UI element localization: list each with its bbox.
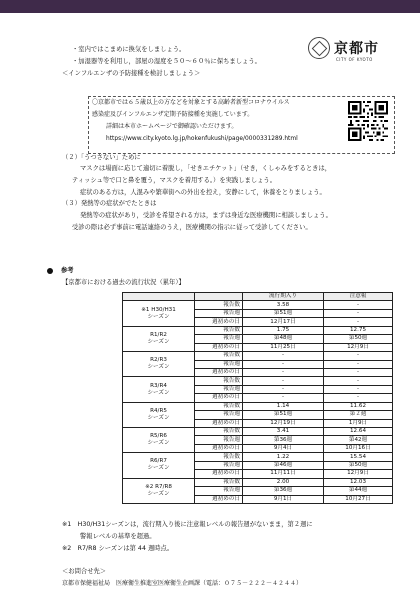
reference-heading: 参考 [61,267,74,274]
advisory-cell: 12月9日 [324,470,393,478]
row-label-cell: 週初めの日 [195,368,243,376]
advisory-cell: 12月9日 [324,343,393,351]
vaccine-line-1: 〇京都市では６５歳以上の方などを対象とする高齢者新型コロナウイルス [92,99,290,106]
table-row [123,428,393,436]
city-emblem-icon [308,37,330,59]
advisory-cell: - [324,352,393,360]
epidemic-start-cell: - [243,377,324,385]
row-label-cell: 報告週 [195,360,243,368]
row-label-cell: 報告数 [195,377,243,385]
row-label-cell: 週初めの日 [195,394,243,402]
epidemic-start-cell: 9月4日 [243,444,324,452]
advisory-cell: - [324,360,393,368]
season-name-cell [123,453,195,478]
section2-line-1: マスクは場面に応じて適切に着脱し，「せきエチケット」（せき，くしゃみをするときは， [80,165,332,172]
table-row [123,377,393,385]
section2-line-2: ティッシュ等で口と鼻を覆う，マスクを着用する。）を実践しましょう。 [72,177,277,184]
epidemic-start-cell: 第48週 [243,335,324,343]
advisory-cell: 11.62 [324,402,393,410]
season-name-line: シーズン [147,338,170,345]
row-label-cell: 報告数 [195,326,243,334]
table-row [123,478,393,486]
advisory-cell: 12.64 [324,428,393,436]
row-label-cell: 報告週 [195,461,243,469]
row-label-cell: 報告週 [195,436,243,444]
section3-line-1: 発熱等の症状があり，受診を希望される方は，まずは身近な医療機関に相談しましょう。 [80,212,332,219]
note-1-line-1: ※1 H30/H31シーズンは，流行期入り後に注意報レベルの報告週がないまま，第２週に [62,521,313,528]
advisory-cell: 1月9日 [324,419,393,427]
epidemic-start-cell: 第46週 [243,461,324,469]
row-label-cell: 週初めの日 [195,495,243,503]
advisory-cell: - [324,394,393,402]
epidemic-start-cell: 1.75 [243,326,324,334]
row-label-cell: 週初めの日 [195,444,243,452]
vaccine-line-2: 感染症及びインフルエンザ定期予防接種を実施しています。 [92,111,254,118]
bullet-icon [47,268,53,274]
season-name-line: シーズン [147,440,170,447]
row-label-cell: 報告数 [195,478,243,486]
epidemic-start-cell: 9月1日 [243,495,324,503]
advisory-cell: - [324,309,393,317]
table-header-blank [123,293,195,301]
season-name-line: シーズン [147,313,170,320]
intro-line-1: ・室内ではこまめに換気をしましょう。 [72,46,186,53]
epidemic-start-cell: - [243,368,324,376]
season-name-cell [123,301,195,326]
row-label-cell: 報告数 [195,301,243,309]
season-name-cell [123,326,195,351]
row-label-cell: 報告数 [195,352,243,360]
epidemic-start-cell: 2.00 [243,478,324,486]
epidemic-start-cell: - [243,394,324,402]
row-label-cell: 報告週 [195,411,243,419]
table-row [123,326,393,334]
epidemic-start-cell: 第36週 [243,436,324,444]
intro-line-2: ・加湿器等を利用し，部屋の湿度を５０～６０％に保ちましょう。 [72,58,261,65]
table-row [123,453,393,461]
row-label-cell: 報告週 [195,335,243,343]
contact-heading: ＜お問合せ先＞ [62,568,107,575]
section3-line-2: 受診の際は必ず事前に電話連絡のうえ，医療機関の指示に従って受診してください。 [72,224,312,231]
table-header-blank [195,293,243,301]
row-label-cell: 週初めの日 [195,470,243,478]
epidemic-start-cell: 第51週 [243,309,324,317]
vaccine-line-3: 詳細は本市ホームページで御確認いただけます。 [106,123,238,130]
season-name-line: シーズン [147,389,170,396]
season-name-line: シーズン [147,490,170,497]
row-label-cell: 報告数 [195,428,243,436]
vaccine-url-link[interactable]: https://www.city.kyoto.lg.jp/hokenfukushi/page/0000331289.html [106,136,298,142]
epidemic-start-cell: 11月25日 [243,343,324,351]
epidemic-start-cell: 12月17日 [243,318,324,326]
advisory-cell: 第44週 [324,487,393,495]
advisory-cell: 10月27日 [324,495,393,503]
season-name-line: R6/R7 [150,458,167,465]
row-label-cell: 報告数 [195,402,243,410]
epidemic-start-cell: - [243,360,324,368]
season-name-cell [123,402,195,427]
epidemic-start-cell: 12月19日 [243,419,324,427]
advisory-cell: - [324,368,393,376]
section2-line-3: 症状のある方は，人混みや繁華街への外出を控え，安静にして，休養をとりましょう。 [80,189,326,196]
section2-heading: （２）「うつさない」ために [62,154,141,161]
advisory-cell: 第２週 [324,411,393,419]
season-name-line: シーズン [147,414,170,421]
kyoto-city-logo [308,37,416,77]
table-row [123,352,393,360]
advisory-cell: 第42週 [324,436,393,444]
advisory-cell: 第50週 [324,335,393,343]
advisory-cell: - [324,385,393,393]
epidemic-start-cell: 1.22 [243,453,324,461]
season-name-line: R5/R6 [150,433,167,440]
epidemic-start-cell: 11月11日 [243,470,324,478]
note-2: ※2 R7/R8 シーズンは第 44 週時点。 [62,545,174,552]
season-name-line: R3/R4 [150,382,167,389]
table-title: 【京都市における過去の流行状況（累年）】 [62,279,185,286]
advisory-cell: 第50週 [324,461,393,469]
season-name-cell [123,478,195,503]
row-label-cell: 週初めの日 [195,419,243,427]
row-label-cell: 報告週 [195,385,243,393]
season-name-line: ※1 H30/H31 [141,306,176,313]
advisory-cell: 10月16日 [324,444,393,452]
row-label-cell: 週初めの日 [195,343,243,351]
epidemic-start-cell: 1.14 [243,402,324,410]
section3-heading: （３）発熱等の症状がでたときは [62,200,157,207]
advisory-cell: 12.75 [324,326,393,334]
flu-season-table [122,292,393,504]
epidemic-start-cell: - [243,385,324,393]
col-header-advisory: 注意報 [324,293,393,301]
row-label-cell: 週初めの日 [195,318,243,326]
epidemic-start-cell: 第51週 [243,411,324,419]
epidemic-start-cell: - [243,352,324,360]
season-name-cell [123,352,195,377]
season-name-line: R4/R5 [150,407,167,414]
row-label-cell: 報告週 [195,487,243,495]
season-name-line: シーズン [147,364,170,371]
season-name-line: R1/R2 [150,331,167,338]
document-page [0,13,420,594]
row-label-cell: 報告数 [195,453,243,461]
advisory-cell: 12.03 [324,478,393,486]
contact-line: 京都市保健福祉局 医療衛生推進室医療衛生企画課（電話：０７５－２２２－４２４４） [62,580,303,587]
logo-subtext: CITY OF KYOTO [336,57,373,62]
season-name-line: R2/R3 [150,357,167,364]
top-banner [0,0,420,13]
note-1-line-2: 警報レベルの基準を超過。 [80,533,156,540]
row-label-cell: 報告週 [195,309,243,317]
qr-code-icon[interactable] [348,101,388,141]
season-name-line: シーズン [147,465,170,472]
col-header-epidemic-start: 流行期入り [243,293,324,301]
epidemic-start-cell: 3.58 [243,301,324,309]
table-row [123,301,393,309]
season-name-line: ※2 R7/R8 [145,483,172,490]
advisory-cell: - [324,377,393,385]
epidemic-start-cell: 第36週 [243,487,324,495]
advisory-cell: 15.54 [324,453,393,461]
season-name-cell [123,428,195,453]
intro-line-3: ＜インフルエンザの予防接種を検討しましょう＞ [62,70,201,77]
advisory-cell: - [324,318,393,326]
advisory-cell: - [324,301,393,309]
table-row [123,402,393,410]
logo-text: 京都市 [334,41,379,57]
epidemic-start-cell: 3.41 [243,428,324,436]
season-name-cell [123,377,195,402]
table-header-row [123,293,393,301]
